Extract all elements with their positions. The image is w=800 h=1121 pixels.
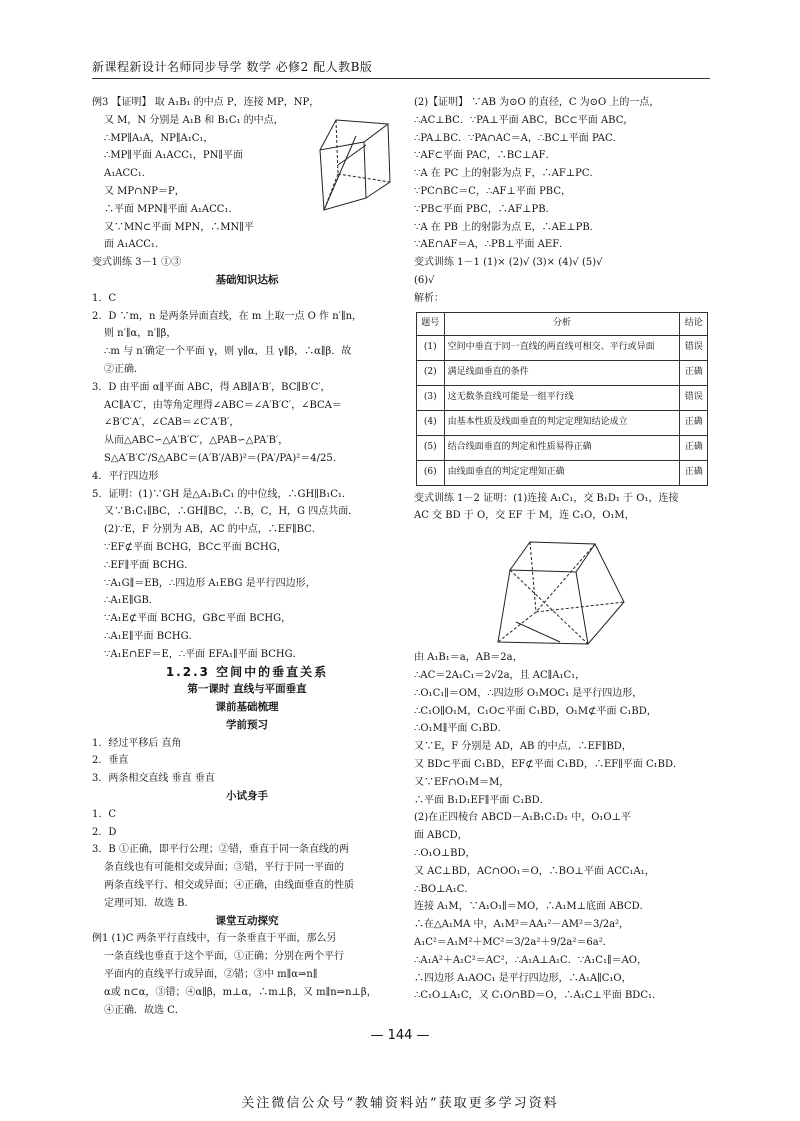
text-line: 第一课时 直线与平面垂直 <box>187 683 307 696</box>
text-line: 1．C <box>92 808 117 820</box>
text-line: 条直线也有可能相交或异面；③错，平行于同一平面的 <box>104 862 344 874</box>
text-line: 基础知识达标 <box>215 273 279 286</box>
table-cell: 由线面垂直的判定定理知正确 <box>444 460 680 485</box>
text-line: ∵PC∩BC＝C，∴AF⊥平面 PBC， <box>414 185 571 197</box>
table-cell: (6) <box>417 460 445 485</box>
text-line: α或 n⊂α，③错；④α∥β，m⊥α，∴m⊥β，又 m∥n⇒n⊥β， <box>104 986 377 998</box>
text-line: 定理可知．故选 B． <box>104 897 195 909</box>
text-line: 面 A₁ACC₁． <box>104 239 165 251</box>
prism-figure <box>306 110 406 220</box>
table-cell: (1) <box>417 335 445 360</box>
table-cell: (2) <box>417 360 445 385</box>
frustum-figure <box>490 532 630 652</box>
table-cell: (5) <box>417 435 445 460</box>
text-line: 3．B ①正确，即平行公理；②错，垂直于同一条直线的两 <box>92 844 349 856</box>
text-line: 课前基础梳理 <box>215 701 279 714</box>
text-line: 5．证明：(1)∵GH 是△A₁B₁C₁ 的中位线，∴GH∥B₁C₁． <box>92 488 352 500</box>
text-line: 2．D <box>92 826 117 838</box>
text-line: 又∵E，F 分别是 AD，AB 的中点，∴EF∥BD， <box>414 741 632 753</box>
table-header-cell: 题号 <box>417 312 445 335</box>
text-line: ∴C₁O⊥A₁C，又 C₁O∩BD＝O，∴A₁C⊥平面 BDC₁． <box>414 990 662 1002</box>
text-line: ∴A₁A²＋A₁C²＝AC²，∴A₁A⊥A₁C．∵A₁C₁∥＝AO， <box>414 954 647 966</box>
text-line: ②正确． <box>104 363 144 375</box>
text-line: ∴O₁M∥平面 C₁BD． <box>414 723 508 735</box>
table-row <box>417 385 708 410</box>
analysis-table <box>416 312 708 486</box>
text-line: ∴四边形 A₁AOC₁ 是平行四边形，∴A₁A∥C₁O， <box>414 972 632 984</box>
table-cell: 满足线面垂直的条件 <box>444 360 680 385</box>
text-line: ∵A 在 PB 上的射影为点 E，∴AE⊥PB． <box>414 221 600 233</box>
text-line: ∴MP∥A₁A，NP∥A₁C₁， <box>104 132 214 144</box>
table-header-cell: 结论 <box>680 312 708 335</box>
text-line: ∵A₁G∥＝EB，∴四边形 A₁EBG 是平行四边形， <box>104 577 316 589</box>
text-line: 又∵B₁C₁∥BC，∴GH∥BC，∴B，C，H，G 四点共面． <box>104 506 359 518</box>
text-line: ∵AE∩AF＝A，∴PB⊥平面 AEF． <box>414 239 570 251</box>
text-line: 小试身手 <box>226 790 268 803</box>
text-line: ∵A₁E∩EF＝E，∴平面 EFA₁∥平面 BCHG． <box>104 648 303 660</box>
page-header: 新课程新设计名师同步导学 数学 必修2 配人教B版 <box>92 58 710 79</box>
table-row <box>417 410 708 435</box>
text-line: 3．D 由平面 α∥平面 ABC，得 AB∥A′B′，BC∥B′C′， <box>92 381 331 393</box>
table-cell: 这无数条直线可能是一组平行线 <box>444 385 680 410</box>
page-footer: 关注微信公众号“教辅资料站”获取更多学习资料 <box>241 1096 559 1111</box>
table-header-cell: 分析 <box>444 312 680 335</box>
text-line: ∴BO⊥A₁C． <box>414 883 475 895</box>
text-line: ∴平面 B₁D₁EF∥平面 C₁BD． <box>414 794 550 806</box>
text-line: A₁C²＝A₁M²＋MC²＝3/2a²＋9/2a²＝6a²． <box>414 936 613 948</box>
table-cell: 正确 <box>680 410 708 435</box>
text-line: AC∥A′C′，由等角定理得∠ABC＝∠A′B′C′，∠BCA＝ <box>104 399 342 411</box>
text-line: 又∵EF∩O₁M＝M， <box>414 776 510 788</box>
text-line: ∵A₁E⊄平面 BCHG，GB⊂平面 BCHG， <box>104 613 292 625</box>
text-line: 面 ABCD， <box>414 830 468 842</box>
text-line: (2)【证明】 ∵AB 为⊙O 的直径，C 为⊙O 上的一点， <box>414 97 660 108</box>
text-line: S△A′B′C′/S△ABC＝(A′B′/AB)²＝(PA′/PA)²＝4/25． <box>104 452 343 464</box>
text-line: ∴PA⊥BC．∵PA∩AC＝A，∴BC⊥平面 PAC． <box>414 132 623 144</box>
text-line: A₁ACC₁． <box>104 168 152 180</box>
text-line: ④正确．故选 C． <box>104 1004 185 1016</box>
text-line: 连接 A₁M，∵A₁O₁∥＝MO，∴A₁M⊥底面 ABCD． <box>414 901 650 913</box>
text-line: 2．垂直 <box>92 755 129 767</box>
table-row <box>417 360 708 385</box>
text-line: 1．C <box>92 292 117 304</box>
table-cell: 错误 <box>680 385 708 410</box>
table-cell: (3) <box>417 385 445 410</box>
table-row <box>417 460 708 485</box>
text-line: 解析： <box>414 292 444 304</box>
text-line: ∴m 与 n′确定一个平面 γ，则 γ∥α，且 γ∥β，∴α∥β．故 <box>104 346 352 358</box>
text-line: ∴平面 MPN∥平面 A₁ACC₁． <box>104 203 239 215</box>
text-line: ∴O₁O⊥BD， <box>414 847 476 859</box>
text-line: ∴MP∥平面 A₁ACC₁，PN∥平面 <box>104 150 243 162</box>
text-line: 又 M，N 分别是 A₁B 和 B₁C₁ 的中点， <box>104 114 284 126</box>
text-line: ∴A₁E∥GB． <box>104 595 159 607</box>
text-line: 变式训练 3－1 ①③ <box>92 257 182 269</box>
text-line: (2)在正四棱台 ABCD－A₁B₁C₁D₁ 中，O₁O⊥平 <box>414 812 632 824</box>
text-line: ∵EF⊄平面 BCHG，BC⊂平面 BCHG， <box>104 541 287 553</box>
text-line: 学前预习 <box>226 718 268 731</box>
text-line: 从而△ABC∽△A′B′C′，△PAB∽△PA′B′， <box>104 435 289 447</box>
text-line: 1．经过平移后 直角 <box>92 737 182 749</box>
text-line: (2)∵E，F 分别为 AB，AC 的中点，∴EF∥BC． <box>104 524 322 536</box>
text-line: ∵AF⊂平面 PAC，∴BC⊥AF． <box>414 150 556 162</box>
table-cell: 由基本性质及线面垂直的判定定理知结论成立 <box>444 410 680 435</box>
text-line: ∵PB⊂平面 PBC，∴AF⊥PB． <box>414 203 556 215</box>
text-line: 则 n′∥α，n′∥β， <box>104 328 177 340</box>
text-line: 一条直线也垂直于这个平面，①正确；分别在两个平行 <box>104 951 344 963</box>
text-line: ∴AC＝2A₁C₁＝2√2a，且 AC∥A₁C₁， <box>414 669 586 681</box>
text-line: 变式训练 1－2 证明：(1)连接 A₁C₁，交 B₁D₁ 于 O₁，连接 <box>414 492 679 504</box>
left-column <box>92 94 402 1019</box>
text-line: ∴EF∥平面 BCHG． <box>104 559 195 571</box>
table-cell: 结合线面垂直的判定和性质易得正确 <box>444 435 680 460</box>
text-line: 由 A₁B₁＝a，AB＝2a， <box>414 652 523 664</box>
table-cell: 错误 <box>680 335 708 360</box>
text-line: ∠B′C′A′，∠CAB＝∠C′A′B′， <box>104 417 240 429</box>
text-line: 例1 (1)C 两条平行直线中，有一条垂直于平面，那么另 <box>92 933 337 945</box>
text-line: ∴AC⊥BC．∵PA⊥平面 ABC，BC⊂平面 ABC， <box>414 114 634 126</box>
table-cell: 正确 <box>680 360 708 385</box>
text-line: 2．D ∵m，n 是两条异面直线，在 m 上取一点 O 作 n′∥n， <box>92 310 363 322</box>
text-line: ∵A 在 PC 上的射影为点 F，∴AF⊥PC． <box>414 168 600 180</box>
text-line: ∴C₁O∥O₁M，C₁O⊂平面 C₁BD，O₁M⊄平面 C₁BD， <box>414 705 657 717</box>
text-line: 3．两条相交直线 垂直 垂直 <box>92 773 215 785</box>
text-line: AC 交 BD 于 O，交 EF 于 M，连 C₁O，O₁M， <box>414 510 635 522</box>
table-cell: 空间中垂直于同一直线的两直线可相交、平行或异面 <box>444 335 680 360</box>
text-line: 例3 【证明】 取 A₁B₁ 的中点 P，连接 MP，NP， <box>92 97 320 108</box>
text-line: 4．平行四边形 <box>92 470 159 482</box>
text-line: ∴A₁E∥平面 BCHG． <box>104 630 199 642</box>
text-line: 又∵MN⊂平面 MPN，∴MN∥平 <box>104 221 254 233</box>
text-line: ∴O₁C₁∥＝OM，∴四边形 O₁MOC₁ 是平行四边形， <box>414 687 643 699</box>
table-cell: 正确 <box>680 435 708 460</box>
table-row <box>417 335 708 360</box>
text-line: 平面内的直线平行或异面，②错；③中 m∥α⇒n∥ <box>104 969 318 981</box>
text-line: 又 AC⊥BD，AC∩OO₁＝O，∴BO⊥平面 ACC₁A₁， <box>414 865 655 877</box>
text-line: 课堂互动探究 <box>215 914 279 927</box>
page-number: — 144 — <box>370 1028 430 1043</box>
table-row <box>417 435 708 460</box>
text-line: ∴在△A₁MA 中，A₁M²＝AA₁²－AM²＝3/2a²， <box>414 919 630 931</box>
text-line: 两条直线平行、相交或异面；④正确，由线面垂直的性质 <box>104 880 354 892</box>
text-line: 变式训练 1－1 (1)× (2)√ (3)× (4)√ (5)√ <box>414 257 603 269</box>
text-line: 又 BD⊂平面 C₁BD，EF⊄平面 C₁BD，∴EF∥平面 C₁BD． <box>414 758 684 770</box>
table-cell: (4) <box>417 410 445 435</box>
table-cell: 正确 <box>680 460 708 485</box>
text-line: 1.2.3 空间中的垂直关系 <box>165 664 329 679</box>
text-line: (6)√ <box>414 274 435 286</box>
text-line: 又 MP∩NP＝P， <box>104 185 185 197</box>
